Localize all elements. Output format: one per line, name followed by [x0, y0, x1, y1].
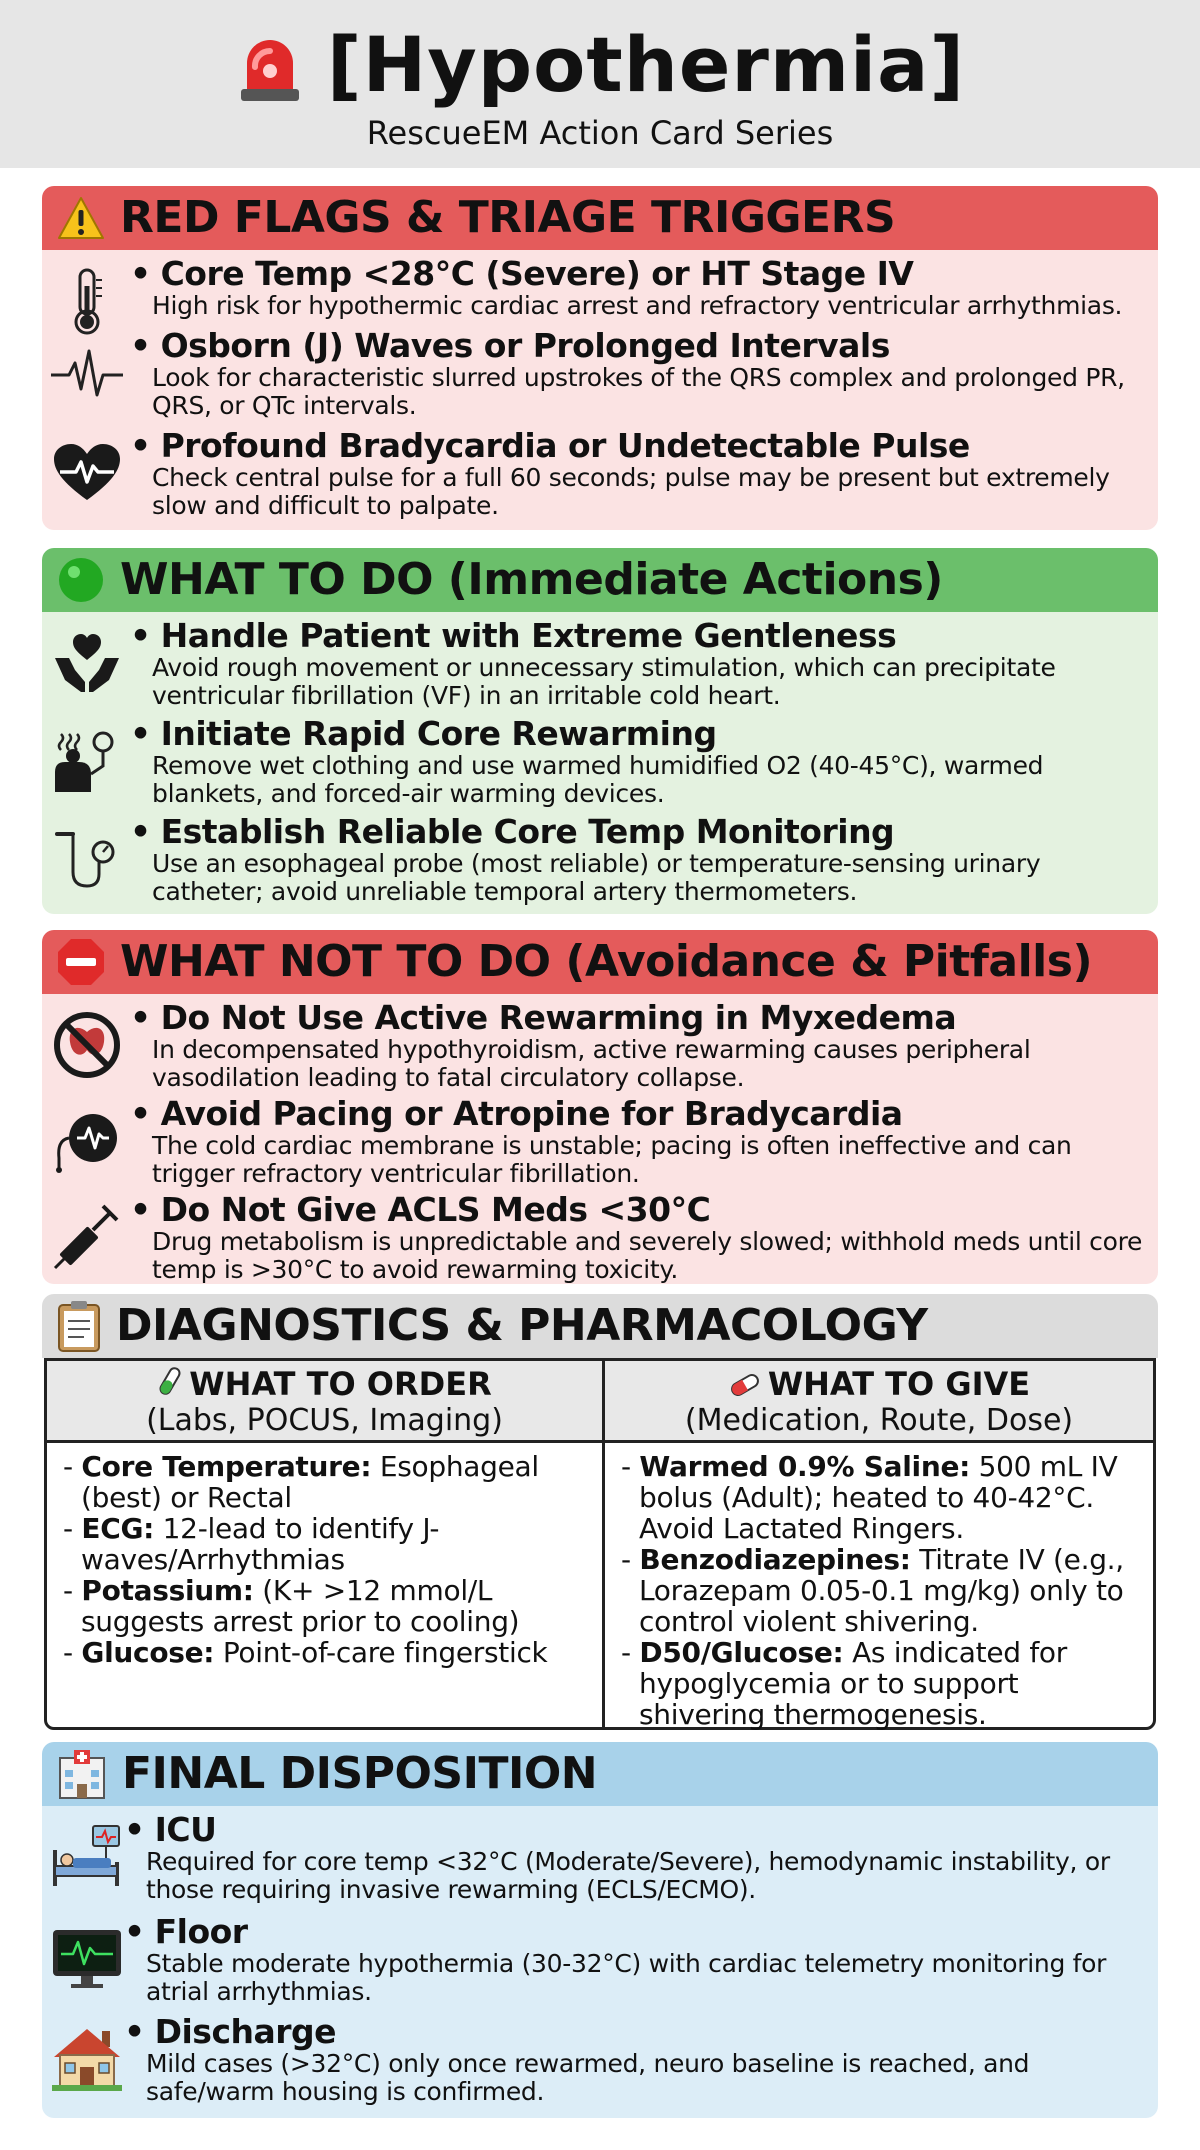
what-to-order-subtitle: (Labs, POCUS, Imaging)	[146, 1403, 503, 1438]
item-text: 500 mL IV bolus (Adult); heated to 40-42°C. Avoid Lactated Ringers.	[639, 1450, 1118, 1545]
page-subtitle: RescueEM Action Card Series	[366, 114, 834, 152]
item-text: 12-lead to identify J-waves/Arrhythmias	[81, 1512, 440, 1576]
hands-heart-icon	[48, 624, 126, 702]
what-to-order-column	[47, 1361, 602, 1730]
warming-patient-icon	[48, 722, 126, 800]
list-item: - Core Temperature: Esophageal (best) or Rectal	[63, 1450, 539, 1514]
warning-icon	[56, 195, 106, 241]
red-flags-title: RED FLAGS & TRIAGE TRIGGERS	[120, 192, 896, 243]
red-flags-header	[42, 186, 1158, 250]
item-desc: Remove wet clothing and use warmed humidified O2 (40-45°C), warmed blankets, and forced-air warming devices.	[152, 751, 1044, 808]
what-not-to-do-body	[42, 994, 1158, 1284]
what-not-to-do-title: WHAT NOT TO DO (Avoidance & Pitfalls)	[120, 936, 1093, 987]
item-text: As indicated for hypoglycemia or to support shivering thermogenesis.	[639, 1636, 1067, 1731]
what-to-give-list	[605, 1443, 1153, 1730]
house-icon	[48, 2020, 126, 2098]
item-title: • Establish Reliable Core Temp Monitoring	[152, 814, 1148, 850]
what-to-order-list	[47, 1443, 602, 1668]
what-to-give-title: WHAT TO GIVE	[767, 1365, 1031, 1403]
item-desc: Mild cases (>32°C) only once rewarmed, neuro baseline is reached, and safe/warm housing is confirmed.	[146, 2049, 1030, 2106]
ecg-wave-icon	[48, 334, 126, 412]
item-title: • Handle Patient with Extreme Gentleness	[152, 618, 1148, 654]
list-item: - ECG: 12-lead to identify J-waves/Arrhythmias	[63, 1512, 440, 1576]
item-desc: Look for characteristic slurred upstrokes of the QRS complex and prolonged PR, QRS, or QTc intervals.	[152, 363, 1125, 420]
what-to-give-subtitle: (Medication, Route, Dose)	[684, 1403, 1074, 1438]
list-item	[42, 1914, 1158, 2014]
item-label: Glucose:	[81, 1636, 215, 1669]
list-item	[42, 716, 1158, 814]
item-desc: Avoid rough movement or unnecessary stimulation, which can precipitate ventricular fibrillation (VF) in an irritable cold heart.	[152, 653, 1056, 710]
disposition-title: FINAL DISPOSITION	[122, 1748, 598, 1799]
diagnostics-title: DIAGNOSTICS & PHARMACOLOGY	[116, 1300, 928, 1351]
what-to-order-header	[47, 1361, 602, 1443]
what-to-do-title: WHAT TO DO (Immediate Actions)	[120, 554, 943, 605]
pacer-icon	[48, 1102, 126, 1180]
diagnostics-section	[42, 1294, 1158, 1360]
list-item: - Glucose: Point-of-care fingerstick	[63, 1636, 548, 1669]
list-item	[42, 1192, 1158, 1284]
item-title: • Initiate Rapid Core Rewarming	[152, 716, 1148, 752]
clipboard-icon	[56, 1299, 102, 1353]
item-text: Point-of-care fingerstick	[222, 1636, 548, 1669]
list-item: - Warmed 0.9% Saline: 500 mL IV bolus (Adult); heated to 40-42°C. Avoid Lactated Ringers.	[621, 1450, 1118, 1545]
what-to-do-section	[42, 548, 1158, 914]
item-label: ECG:	[81, 1512, 155, 1545]
hospital-icon	[56, 1748, 108, 1800]
red-flags-section	[42, 186, 1158, 530]
list-item	[42, 328, 1158, 428]
list-item	[42, 428, 1158, 528]
stop-sign-icon	[56, 937, 106, 987]
item-text: Esophageal (best) or Rectal	[81, 1450, 539, 1514]
list-item	[42, 1000, 1158, 1096]
item-desc: High risk for hypothermic cardiac arrest and refractory ventricular arrhythmias.	[152, 291, 1123, 320]
what-to-give-header	[605, 1361, 1153, 1443]
what-to-give-column	[602, 1361, 1153, 1730]
item-title: • Floor	[146, 1914, 1148, 1950]
item-desc: The cold cardiac membrane is unstable; pacing is often ineffective and can trigger refractory ventricular fibrillation.	[152, 1131, 1072, 1188]
temp-probe-icon	[48, 820, 126, 898]
green-circle-icon	[56, 555, 106, 605]
page-header	[0, 0, 1200, 168]
what-not-to-do-header	[42, 930, 1158, 994]
list-item	[42, 1096, 1158, 1192]
item-title: • Profound Bradycardia or Undetectable Pulse	[152, 428, 1148, 464]
red-flags-body	[42, 250, 1158, 530]
item-desc: Required for core temp <32°C (Moderate/Severe), hemodynamic instability, or those requiring invasive rewarming (ECLS/ECMO).	[146, 1847, 1110, 1904]
item-title: • Avoid Pacing or Atropine for Bradycardia	[152, 1096, 1148, 1132]
item-label: Benzodiazepines:	[639, 1543, 911, 1576]
pill-icon	[728, 1371, 762, 1399]
item-label: D50/Glucose:	[639, 1636, 844, 1669]
item-label: Core Temperature:	[81, 1450, 372, 1483]
item-text: (K+ >12 mmol/L suggests arrest prior to cooling)	[81, 1574, 520, 1638]
syringe-icon	[48, 1198, 126, 1276]
item-title: • Do Not Use Active Rewarming in Myxedema	[152, 1000, 1148, 1036]
item-title: • Core Temp <28°C (Severe) or HT Stage IV	[152, 256, 1148, 292]
test-tube-icon	[157, 1365, 183, 1399]
item-desc: Drug metabolism is unpredictable and severely slowed; withhold meds until core temp is >30°C to avoid rewarming toxicity.	[152, 1227, 1143, 1284]
list-item	[42, 1812, 1158, 1914]
item-label: Warmed 0.9% Saline:	[639, 1450, 971, 1483]
title-row	[0, 20, 1200, 110]
list-item	[42, 814, 1158, 912]
item-title: • Discharge	[146, 2014, 1148, 2050]
disposition-body	[42, 1806, 1158, 2118]
list-item: - D50/Glucose: As indicated for hypoglycemia or to support shivering thermogenesis.	[621, 1636, 1067, 1731]
item-desc: In decompensated hypothyroidism, active rewarming causes peripheral vasodilation leading to fatal circulatory collapse.	[152, 1035, 1031, 1092]
disposition-header	[42, 1742, 1158, 1806]
heart-pulse-icon	[48, 434, 126, 512]
what-to-do-body	[42, 612, 1158, 914]
item-title: • Osborn (J) Waves or Prolonged Intervals	[152, 328, 1148, 364]
list-item: - Benzodiazepines: Titrate IV (e.g., Lorazepam 0.05-0.1 mg/kg) only to control violent shivering.	[621, 1543, 1124, 1638]
item-desc: Use an esophageal probe (most reliable) or temperature-sensing urinary catheter; avoid unreliable temporal artery thermometers.	[152, 849, 1041, 906]
telemetry-monitor-icon	[48, 1920, 126, 1998]
item-desc: Check central pulse for a full 60 seconds; pulse may be present but extremely slow and difficult to palpate.	[152, 463, 1110, 520]
diagnostics-header	[42, 1294, 1158, 1358]
list-item	[42, 618, 1158, 716]
what-not-to-do-section	[42, 930, 1158, 1284]
page-title: [Hypothermia]	[326, 20, 966, 109]
what-to-do-header	[42, 548, 1158, 612]
item-desc: Stable moderate hypothermia (30-32°C) with cardiac telemetry monitoring for atrial arrhythmias.	[146, 1949, 1107, 2006]
item-text: Titrate IV (e.g., Lorazepam 0.05-0.1 mg/kg) only to control violent shivering.	[639, 1543, 1124, 1638]
diagnostics-table	[44, 1358, 1156, 1730]
item-title: • ICU	[146, 1812, 1148, 1848]
list-item	[42, 256, 1158, 328]
siren-icon	[235, 27, 305, 103]
icu-bed-icon	[48, 1818, 126, 1896]
item-title: • Do Not Give ACLS Meds <30°C	[152, 1192, 1148, 1228]
item-label: Potassium:	[81, 1574, 254, 1607]
no-thyroid-icon	[48, 1006, 126, 1084]
disposition-section	[42, 1742, 1158, 2118]
list-item: - Potassium: (K+ >12 mmol/L suggests arrest prior to cooling)	[63, 1574, 520, 1638]
what-to-order-title: WHAT TO ORDER	[189, 1365, 492, 1403]
list-item	[42, 2014, 1158, 2114]
